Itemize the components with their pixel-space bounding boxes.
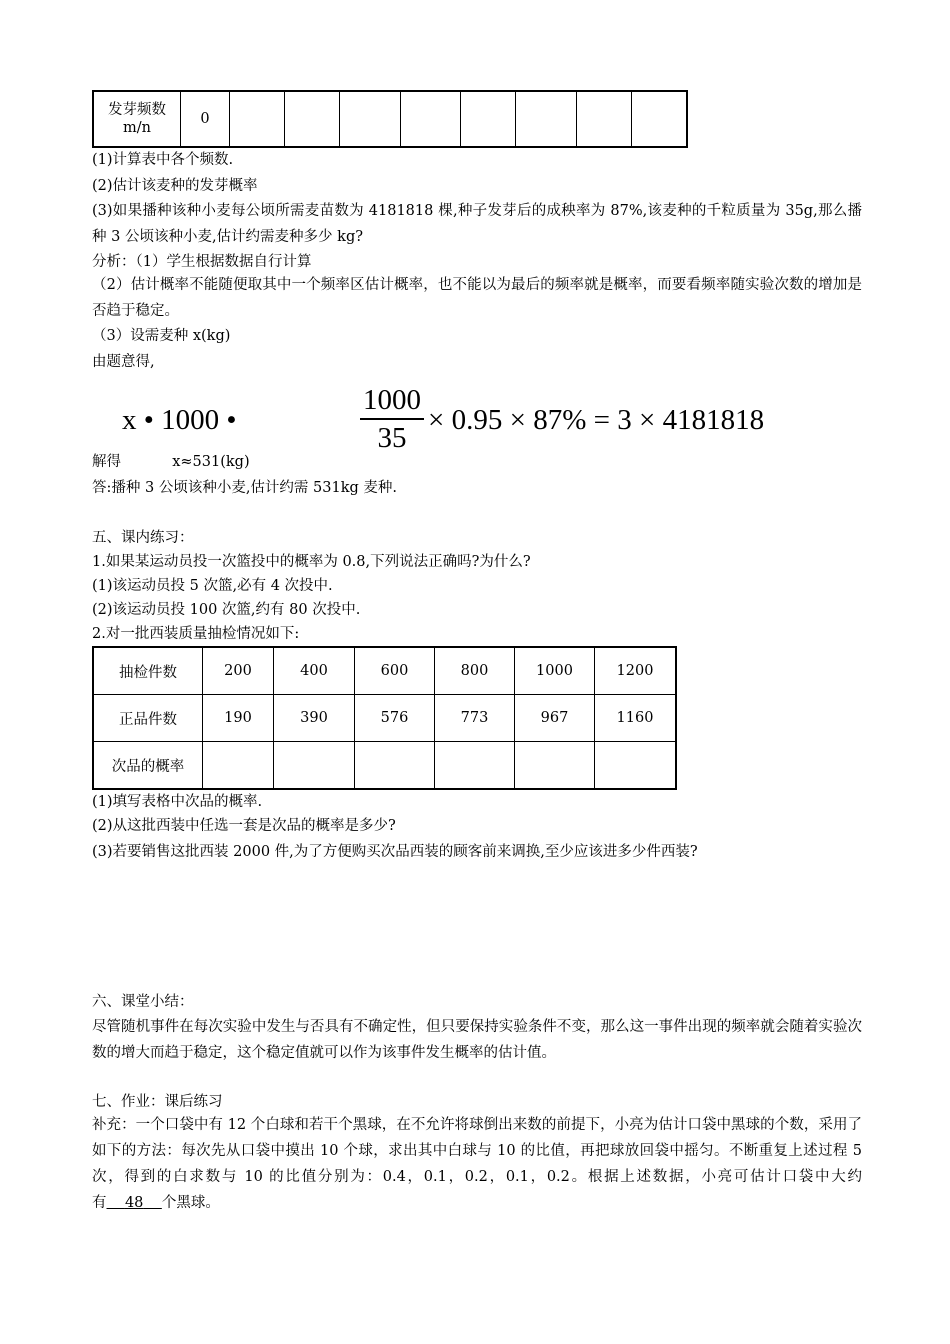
table-cell: 800	[435, 647, 515, 695]
exercise-1a: (1)该运动员投 5 次篮,必有 4 次投中.	[92, 578, 333, 594]
exercise-1: 1.如果某运动员投一次篮投中的概率为 0.8,下列说法正确吗?为什么?	[92, 554, 531, 570]
table-cell: 967	[515, 695, 595, 742]
table-row	[93, 742, 676, 790]
exercise-2: 2.对一批西装质量抽检情况如下:	[92, 626, 300, 642]
table-cell	[203, 742, 274, 790]
table-cell: 190	[203, 695, 274, 742]
question-1: (1)计算表中各个频数.	[92, 152, 234, 168]
row-label: 抽检件数	[93, 647, 203, 695]
section-5-title: 五、课内练习：	[92, 530, 194, 546]
answer-blank	[107, 1195, 162, 1211]
exercise-2-q1: (1)填写表格中次品的概率.	[92, 794, 263, 810]
table-cell: 390	[274, 695, 355, 742]
analysis-2: （2）估计概率不能随便取其中一个频率区估计概率，也不能以为最后的频率就是概率，而要看频率随实验次数的增加是否趋于稳定。	[92, 277, 862, 319]
table-cell	[355, 742, 435, 790]
row-label: 发芽频数 m/n	[93, 91, 181, 147]
question-3: (3)如果播种该种小麦每公顷所需麦苗数为 4181818 棵,种子发芽后的成秧率为 87%,该麦种的千粒质量为 35g,那么播种 3 公顷该种小麦,估计约需麦种多少 kg?	[92, 203, 862, 245]
table-cell: 576	[355, 695, 435, 742]
analysis-4: 由题意得,	[92, 354, 155, 370]
table-cell	[230, 91, 285, 147]
exercise-2-q2: (2)从这批西装中任选一套是次品的概率是多少?	[92, 818, 396, 834]
homework-body: 补充：一个口袋中有 12 个白球和若干个黑球，在不允许将球倒出来数的前提下，小亮为估计口袋中黑球的个数，采用了如下的方法：每次先从口袋中摸出 10 个球，求出其中白球与 10 的比值，再把球放回袋中摇匀。不断重复上述过程 5 次，得到的白求数与 10 的比值分别为：0.4，0.1，0.2，0.1，0.2。根据上述数据，小亮可估计口袋中大约有	[92, 1117, 862, 1211]
suit-inspection-table	[92, 646, 677, 790]
analysis-3: （3）设需麦种 x(kg)	[92, 328, 231, 344]
solve-label: 解得	[92, 454, 121, 470]
table-cell: 773	[435, 695, 515, 742]
fraction-numerator: 1000	[363, 384, 421, 416]
table-cell: 0	[181, 91, 230, 147]
question-2: (2)估计该麦种的发芽概率	[92, 178, 258, 194]
table-cell: 1000	[515, 647, 595, 695]
fraction-denominator: 35	[377, 422, 407, 454]
exercise-2-q3: (3)若要销售这批西装 2000 件,为了方便购买次品西装的顾客前来调换,至少应该进多少件西装?	[92, 844, 698, 860]
table-cell	[401, 91, 461, 147]
table-row	[93, 695, 676, 742]
table-cell	[285, 91, 340, 147]
homework-text	[92, 1112, 862, 1216]
fraction	[360, 384, 424, 454]
equation-right: × 0.95 × 87% = 3 × 4181818	[428, 404, 765, 436]
table-cell: 1160	[595, 695, 677, 742]
germination-table	[92, 90, 688, 148]
table-row	[93, 647, 676, 695]
table-cell	[577, 91, 632, 147]
table-cell	[461, 91, 516, 147]
table-cell	[435, 742, 515, 790]
table-cell	[274, 742, 355, 790]
analysis-1: 分析：（1）学生根据数据自行计算	[92, 254, 312, 270]
table-cell	[632, 91, 688, 147]
table-row	[93, 91, 687, 147]
solve-value: x≈531(kg)	[172, 454, 250, 470]
table-cell	[516, 91, 577, 147]
summary-text: 尽管随机事件在每次实验中发生与否具有不确定性，但只要保持实验条件不变，那么这一事件出现的频率就会随着实验次数的增大而趋于稳定，这个稳定值就可以作为该事件发生概率的估计值。	[92, 1019, 862, 1061]
row-label: 正品件数	[93, 695, 203, 742]
answer-line: 答:播种 3 公顷该种小麦,估计约需 531kg 麦种.	[92, 480, 398, 496]
section-6-title: 六、课堂小结：	[92, 994, 194, 1010]
table-cell	[515, 742, 595, 790]
table-cell: 600	[355, 647, 435, 695]
exercise-1b: (2)该运动员投 100 次篮,约有 80 次投中.	[92, 602, 361, 618]
equation-left: x • 1000 •	[122, 404, 237, 436]
section-7-title: 七、作业：课后练习	[92, 1094, 223, 1110]
homework-suffix: 个黑球。	[161, 1195, 220, 1211]
fraction-bar	[360, 418, 424, 420]
blank-answer: 48	[124, 1195, 144, 1211]
table-cell: 1200	[595, 647, 677, 695]
table-cell	[340, 91, 401, 147]
table-cell: 400	[274, 647, 355, 695]
table-cell	[595, 742, 677, 790]
solve-line	[92, 452, 250, 472]
row-label: 次品的概率	[93, 742, 203, 790]
table-cell: 200	[203, 647, 274, 695]
